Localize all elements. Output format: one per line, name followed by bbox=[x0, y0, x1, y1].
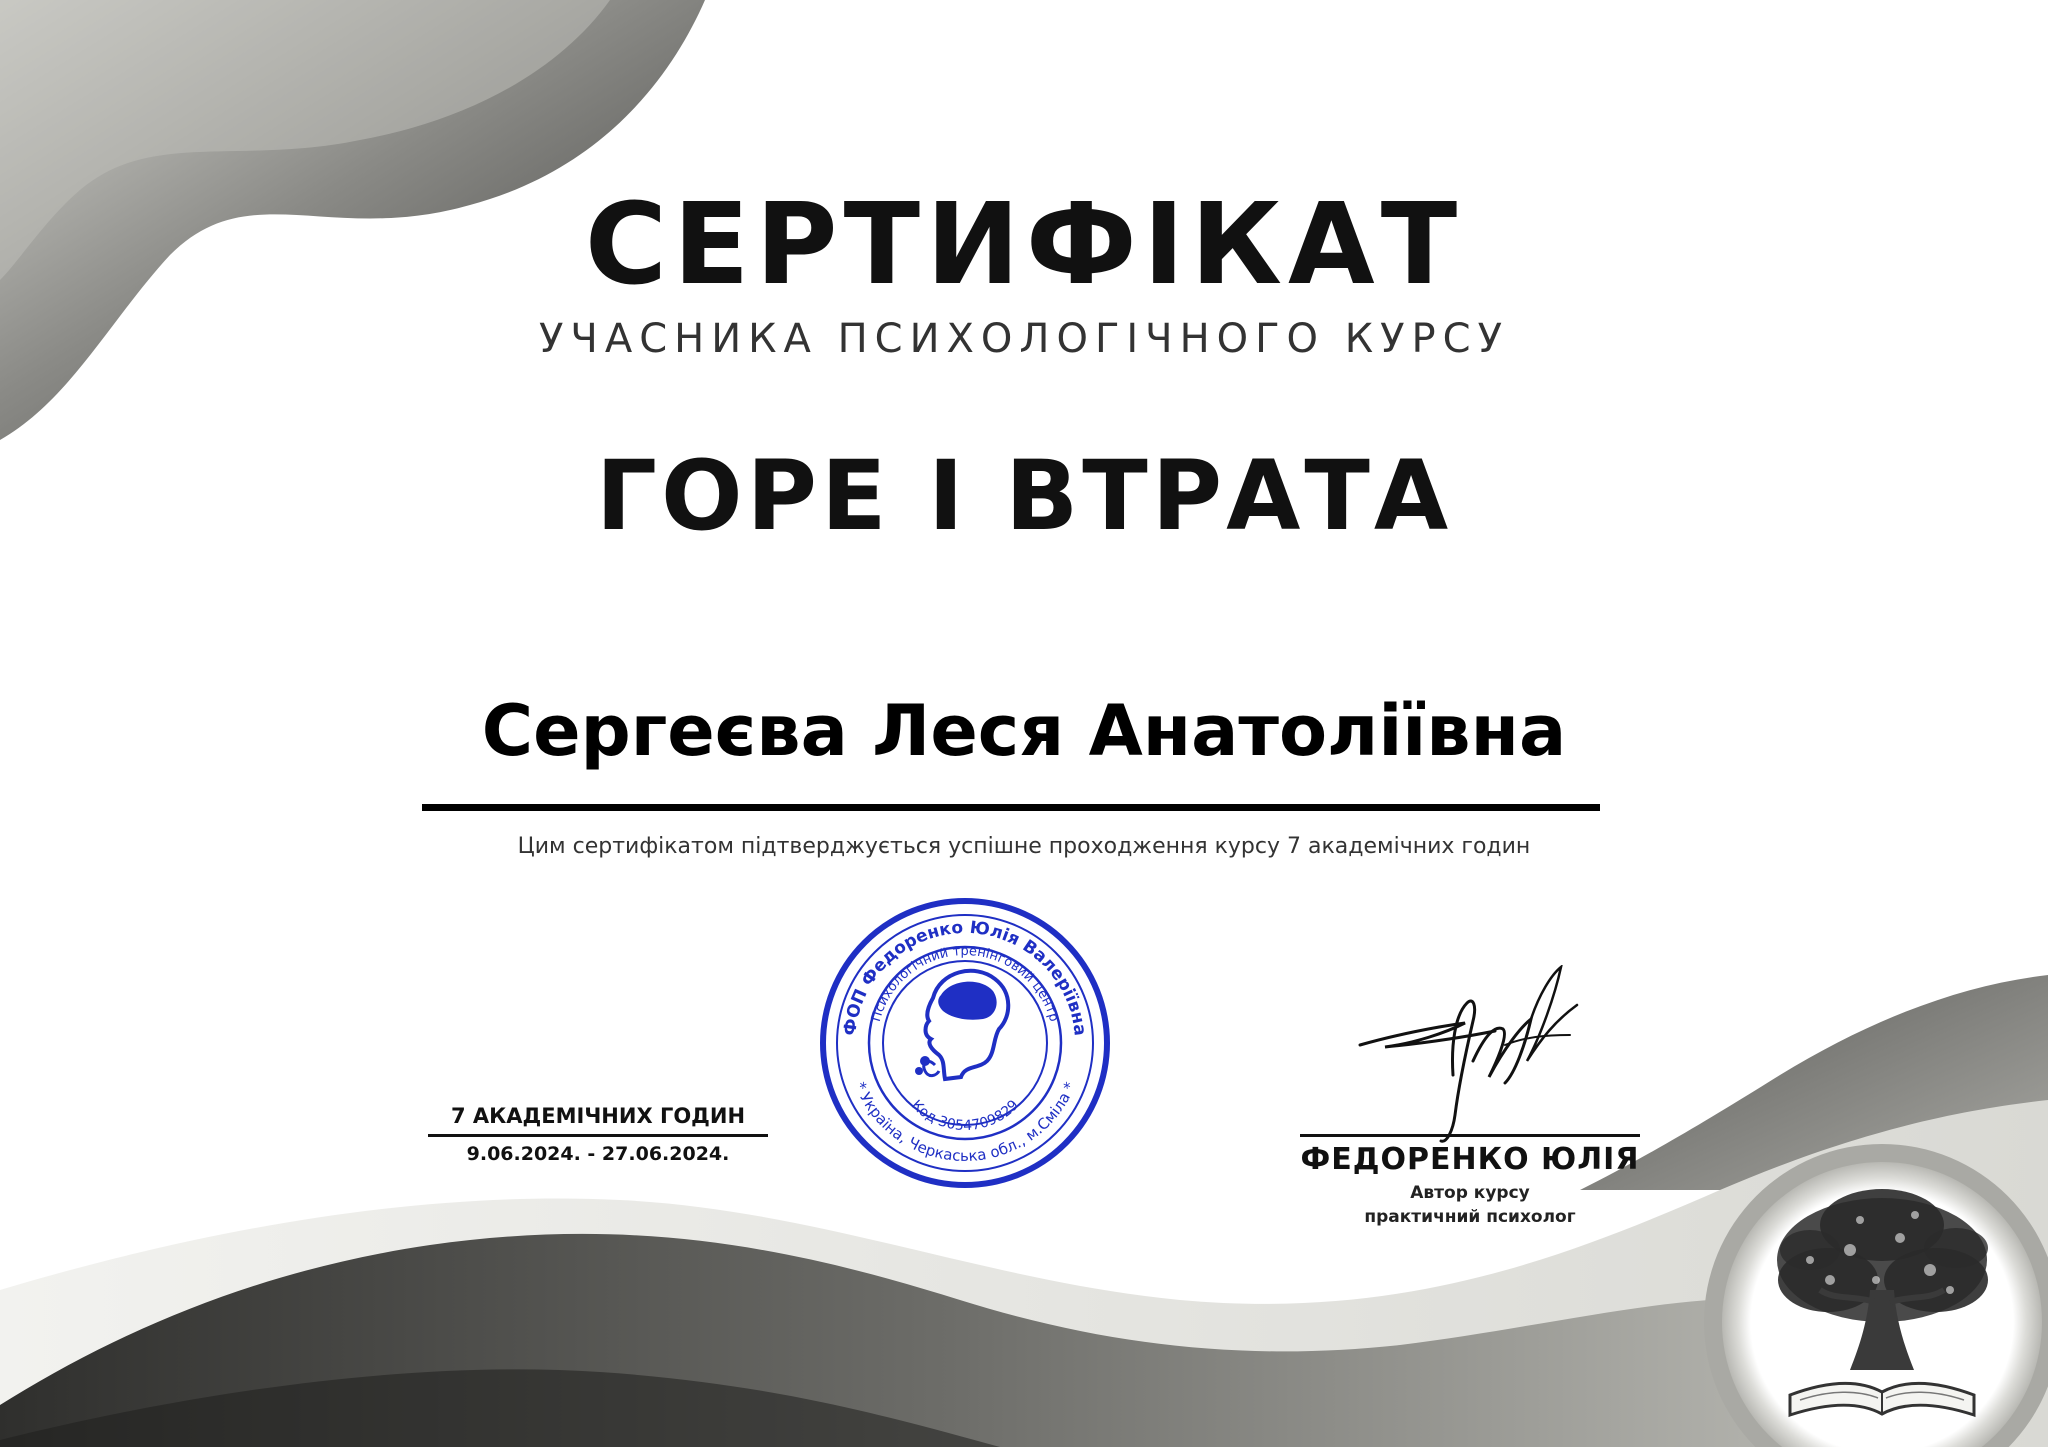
author-block bbox=[1290, 1142, 1650, 1227]
head-brain-icon bbox=[915, 971, 1008, 1079]
author-name: ФЕДОРЕНКО ЮЛІЯ bbox=[1300, 1142, 1640, 1177]
svg-text:Код 3054709829: Код 3054709829 bbox=[908, 1097, 1022, 1135]
author-role: Автор курсу bbox=[1410, 1183, 1530, 1203]
hours-label: 7 АКАДЕМІЧНИХ ГОДИН bbox=[450, 1104, 746, 1128]
certificate-statement: Цим сертифікатом підтверджується успішне проходження курсу 7 академічних годин bbox=[517, 834, 1531, 859]
svg-text:* Україна, Черкаська обл., м.С: * Україна, Черкаська обл., м.Сміла * bbox=[850, 1079, 1080, 1165]
tree-on-book-icon bbox=[1700, 1130, 2048, 1447]
svg-text:ФОП Федоренко Юлія Валеріївна: ФОП Федоренко Юлія Валеріївна bbox=[840, 917, 1090, 1037]
signature-image bbox=[1355, 965, 1585, 1150]
stamp-seal bbox=[815, 893, 1115, 1193]
hours-divider bbox=[428, 1134, 768, 1137]
certificate-subtitle: УЧАСНИКА ПСИХОЛОГІЧНОГО КУРСУ bbox=[539, 316, 1509, 362]
svg-text:Психологічний тренінговий цент: Психологічний тренінговий центр bbox=[868, 943, 1062, 1024]
recipient-name: Сергеєва Леся Анатоліївна bbox=[481, 690, 1567, 772]
certificate-title: СЕРТИФІКАТ bbox=[584, 180, 1464, 310]
author-title: практичний психолог bbox=[1364, 1207, 1576, 1227]
signature-line bbox=[1300, 1134, 1640, 1137]
hours-dates: 9.06.2024. - 27.06.2024. bbox=[466, 1143, 730, 1165]
hours-block bbox=[428, 1104, 768, 1165]
name-underline bbox=[422, 804, 1600, 811]
course-name: ГОРЕ І ВТРАТА bbox=[595, 440, 1453, 552]
